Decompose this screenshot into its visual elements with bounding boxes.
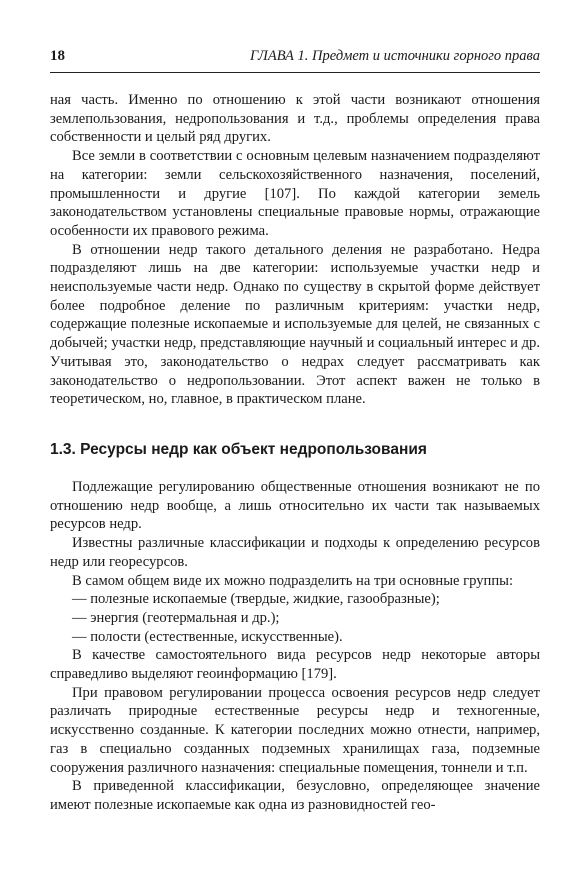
paragraph: В самом общем виде их можно подразделить на три основные группы: xyxy=(72,572,514,589)
paragraph: Все земли в соответствии с основным целевым назначением подразделяют на категории: земли сельскохозяйственного назначения, поселений, промышленности и другие [107]. По каждой категории земель законодательством установлены специальные правовые нормы, отражающие особенности их правового режима. xyxy=(50,148,540,239)
paragraph: Известны различные классификации и подходы к определению ресурсов недр или георесурсов. xyxy=(50,535,540,570)
page-number: 18 xyxy=(50,48,65,64)
paragraph: При правовом регулировании процесса освоения ресурсов недр следует различать природные естественные ресурсы недр и техногенные, искусственно созданные. К категории последних можно отнести, например, газ в специально созданных подземных хранилищах газа, подземные сооружения различного назначения: специальные помещения, тоннели и т.п. xyxy=(50,684,540,776)
text-block-after-section xyxy=(50,478,540,815)
section-heading: 1.3. Ресурсы недр как объект недропользования xyxy=(50,441,427,458)
paragraph: ная часть. Именно по отношению к этой части возникают отношения землепользования, недропользования и т.д., проблемы определения права собственности и целый ряд других. xyxy=(50,92,540,146)
list-item: — полезные ископаемые (твердые, жидкие, газообразные); xyxy=(72,591,440,608)
paragraph: В приведенной классификации, безусловно, определяющее значение имеют полезные ископаемые как одна из разновидностей гео- xyxy=(50,778,540,813)
text-block-before-section xyxy=(50,91,540,409)
list-item: — полости (естественные, искусственные). xyxy=(72,628,343,645)
paragraph: Подлежащие регулированию общественные отношения возникают не по отношению недр вообще, а лишь относительно их части так называемых ресурсов недр. xyxy=(50,479,540,533)
paragraph: В отношении недр такого детального деления не разработано. Недра подразделяют лишь на две категории: используемые участки недр и неиспользуемые части недр. Однако по существу в скрытой форме действует более подробное деление по различным критериям: участки недр, содержащие полезные ископаемые и используемые для целей, не связанных с добычей; участки недр, представляющие научный и социальный интерес и др. Учитывая это, законодательство о недрах следует рассматривать как законодательство о недропользовании. Этот аспект важен не только в теоретическом, но, главное, в практическом плане. xyxy=(50,241,540,408)
page-header xyxy=(50,48,540,73)
paragraph: В качестве самостоятельного вида ресурсов недр некоторые авторы справедливо выделяют геоинформацию [179]. xyxy=(50,647,540,683)
list-item: — энергия (геотермальная и др.); xyxy=(72,609,280,626)
running-head: ГЛАВА 1. Предмет и источники горного права xyxy=(250,48,540,64)
